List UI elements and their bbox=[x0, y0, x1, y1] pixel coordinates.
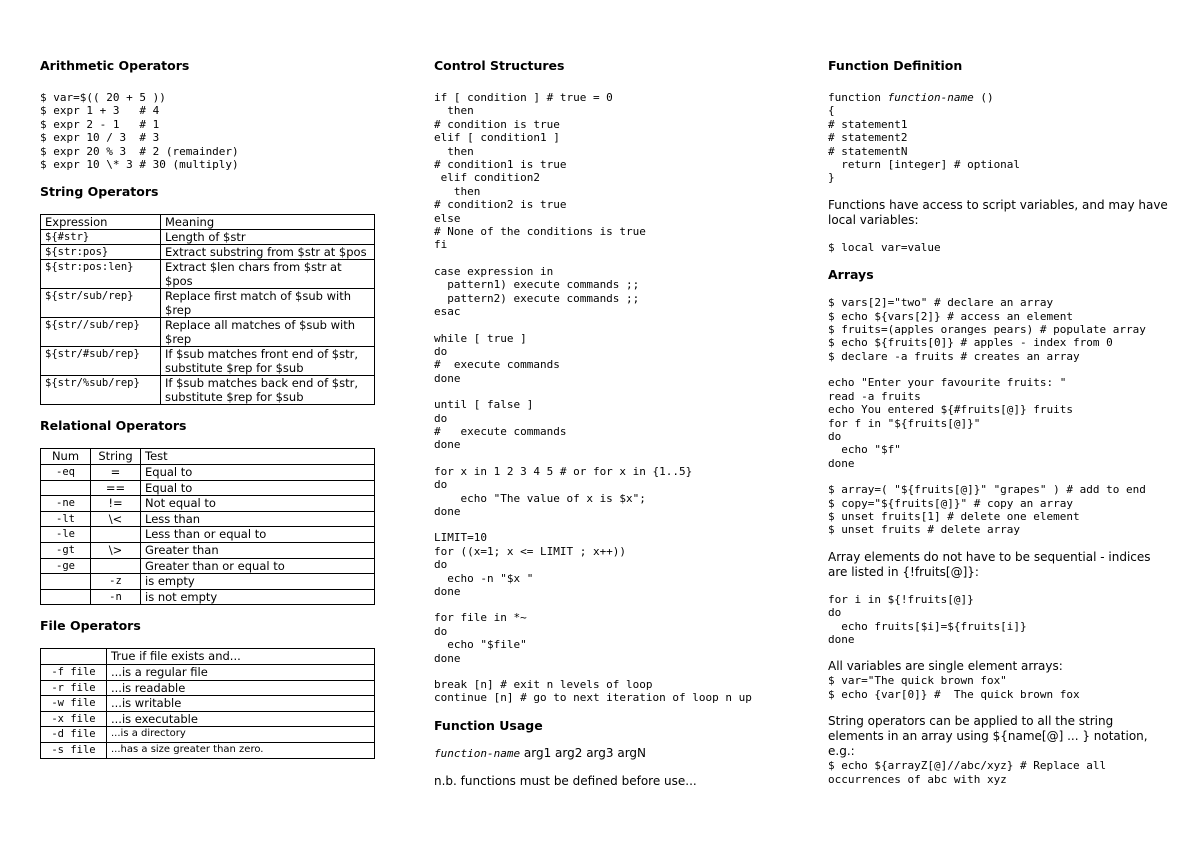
arrays-title: Arrays bbox=[828, 267, 874, 283]
column-right bbox=[828, 58, 1168, 786]
expression-cell: ${str//sub/rep} bbox=[41, 318, 161, 347]
function-definition-line bbox=[828, 91, 1168, 104]
until-block: until [ false ] do # execute commands done bbox=[434, 398, 567, 452]
expression-cell: ${str/sub/rep} bbox=[41, 289, 161, 318]
table-row bbox=[41, 589, 375, 605]
header-string: String bbox=[91, 449, 141, 465]
if-block: if [ condition ] # true = 0 then # condition is true elif [ condition1 ] then # condition1 is true elif condition2 then # condition2 is true else # None of the conditions is true fi bbox=[434, 91, 646, 252]
expression-cell: ${str:pos:len} bbox=[41, 260, 161, 289]
table-row bbox=[41, 376, 375, 405]
arrays-single-element-text: All variables are single element arrays: bbox=[828, 659, 1063, 674]
file-loop-block: for file in *~ do echo "$file" done bbox=[434, 611, 527, 665]
meaning-cell: Replace first match of $sub with $rep bbox=[161, 289, 375, 318]
table-row bbox=[41, 680, 375, 696]
function-access-text: Functions have access to script variables, and may have local variables: bbox=[828, 197, 1168, 227]
description-cell: ...has a size greater than zero. bbox=[107, 742, 375, 758]
meaning-cell: If $sub matches front end of $str, substitute $rep for $sub bbox=[161, 347, 375, 376]
description-cell: ...is executable bbox=[107, 711, 375, 727]
arrays-block-2: echo "Enter your favourite fruits: " read -a fruits echo You entered ${#fruits[@]} fruits for f in "${fruits[@]}" do echo "$f" done bbox=[828, 376, 1074, 470]
meaning-cell: If $sub matches back end of $str, substitute $rep for $sub bbox=[161, 376, 375, 405]
test-cell: Equal to bbox=[141, 465, 375, 481]
table-header-row bbox=[41, 215, 375, 230]
function-keyword: function bbox=[828, 91, 888, 104]
table-row bbox=[41, 465, 375, 481]
arithmetic-code: $ var=$(( 20 + 5 )) $ expr 1 + 3 # 4 $ expr 2 - 1 # 1 $ expr 10 / 3 # 3 $ expr 20 % 3 # 2 (remainder) $ expr 10 \* 3 # 30 (multiply) bbox=[40, 91, 239, 172]
arrays-block-1: $ vars[2]="two" # declare an array $ echo ${vars[2]} # access an element $ fruits=(apples oranges pears) # populate array $ echo ${fruits[0]} # apples - index from 0 $ declare -a fruits # creates an array bbox=[828, 296, 1146, 363]
expression-cell: ${#str} bbox=[41, 230, 161, 245]
file-operators-table bbox=[40, 648, 375, 758]
function-parens: () bbox=[973, 91, 994, 104]
header-test: Test bbox=[141, 449, 375, 465]
control-structures-title: Control Structures bbox=[434, 58, 565, 73]
table-row bbox=[41, 558, 375, 574]
table-row bbox=[41, 664, 375, 680]
table-row bbox=[41, 480, 375, 496]
test-cell: Equal to bbox=[141, 480, 375, 496]
relational-operators-table bbox=[40, 448, 375, 605]
description-cell: ...is a regular file bbox=[107, 664, 375, 680]
column-left bbox=[40, 58, 375, 759]
function-usage-line bbox=[434, 746, 779, 761]
limit-block: LIMIT=10 for ((x=1; x <= LIMIT ; x++)) do echo -n "$x " done bbox=[434, 531, 627, 598]
test-cell: Greater than bbox=[141, 543, 375, 559]
test-cell: Less than or equal to bbox=[141, 527, 375, 543]
table-row bbox=[41, 727, 375, 743]
function-args: arg1 arg2 arg3 argN bbox=[520, 745, 647, 760]
relational-operators-title: Relational Operators bbox=[40, 418, 187, 434]
num-cell: -lt bbox=[41, 511, 91, 527]
arrays-string-ops-text: String operators can be applied to all the string elements in an array using ${name[@] ... } notation, e.g.: bbox=[828, 714, 1148, 759]
num-cell bbox=[41, 589, 91, 605]
num-cell: -ge bbox=[41, 558, 91, 574]
table-header-row bbox=[41, 449, 375, 465]
string-operators-table bbox=[40, 214, 375, 405]
function-body: { # statement1 # statement2 # statementN return [integer] # optional } bbox=[828, 104, 1021, 185]
local-var-code: $ local var=value bbox=[828, 240, 941, 254]
function-name-italic: function-name bbox=[887, 91, 974, 104]
num-cell bbox=[41, 480, 91, 496]
table-row bbox=[41, 318, 375, 347]
table-row bbox=[41, 527, 375, 543]
case-block: case expression in pattern1) execute commands ;; pattern2) execute commands ;; esac bbox=[434, 264, 640, 319]
description-cell: ...is readable bbox=[107, 680, 375, 696]
table-row bbox=[41, 496, 375, 512]
column-middle bbox=[434, 58, 779, 789]
flag-cell: -x file bbox=[41, 711, 107, 727]
header-true-if: True if file exists and... bbox=[107, 649, 375, 665]
arithmetic-title: Arithmetic Operators bbox=[40, 58, 190, 73]
string-cell: \< bbox=[91, 511, 141, 527]
table-header-row bbox=[41, 649, 375, 665]
description-cell: ...is writable bbox=[107, 696, 375, 712]
num-cell: -gt bbox=[41, 543, 91, 559]
flag-cell: -d file bbox=[41, 727, 107, 743]
flag-cell: -s file bbox=[41, 742, 107, 758]
table-row bbox=[41, 711, 375, 727]
table-row bbox=[41, 696, 375, 712]
string-cell: != bbox=[91, 496, 141, 512]
string-cell: -n bbox=[91, 589, 141, 605]
expression-cell: ${str/%sub/rep} bbox=[41, 376, 161, 405]
string-cell: -z bbox=[91, 574, 141, 590]
arrays-block-3: $ array=( "${fruits[@]}" "grapes" ) # add to end $ copy="${fruits[@]}" # copy an array $ unset fruits[1] # delete one element $ unset fruits # delete array bbox=[828, 483, 1146, 537]
arrays-block-6: $ echo ${arrayZ[@]//abc/xyz} # Replace all occurrences of abc with xyz bbox=[828, 759, 1107, 786]
table-row bbox=[41, 574, 375, 590]
num-cell: -le bbox=[41, 527, 91, 543]
while-block: while [ true ] do # execute commands done bbox=[434, 331, 560, 385]
string-operators-title: String Operators bbox=[40, 184, 159, 200]
arrays-block-4: for i in ${!fruits[@]} do echo fruits[$i]=${fruits[i]} done bbox=[828, 592, 1027, 646]
flag-cell: -w file bbox=[41, 696, 107, 712]
string-cell: \> bbox=[91, 543, 141, 559]
test-cell: Less than bbox=[141, 511, 375, 527]
test-cell: is not empty bbox=[141, 589, 375, 605]
meaning-cell: Length of $str bbox=[161, 230, 375, 245]
function-usage-note: n.b. functions must be defined before use... bbox=[434, 773, 697, 788]
table-row bbox=[41, 245, 375, 260]
test-cell: Not equal to bbox=[141, 496, 375, 512]
table-row bbox=[41, 742, 375, 758]
arrays-block-5: $ var="The quick brown fox" $ echo {var[0]} # The quick brown fox bbox=[828, 674, 1080, 701]
expression-cell: ${str/#sub/rep} bbox=[41, 347, 161, 376]
table-row bbox=[41, 543, 375, 559]
description-cell: ...is a directory bbox=[107, 727, 375, 743]
flag-cell: -r file bbox=[41, 680, 107, 696]
table-row bbox=[41, 347, 375, 376]
break-block: break [n] # exit n levels of loop continue [n] # go to next iteration of loop n up bbox=[434, 678, 752, 705]
string-cell bbox=[91, 558, 141, 574]
header-meaning: Meaning bbox=[161, 215, 375, 230]
table-row bbox=[41, 260, 375, 289]
flag-cell: -f file bbox=[41, 664, 107, 680]
header-expression: Expression bbox=[41, 215, 161, 230]
table-row bbox=[41, 511, 375, 527]
function-definition-title: Function Definition bbox=[828, 58, 963, 73]
expression-cell: ${str:pos} bbox=[41, 245, 161, 260]
meaning-cell: Extract $len chars from $str at $pos bbox=[161, 260, 375, 289]
num-cell: -eq bbox=[41, 465, 91, 481]
table-row bbox=[41, 230, 375, 245]
meaning-cell: Extract substring from $str at $pos bbox=[161, 245, 375, 260]
test-cell: Greater than or equal to bbox=[141, 558, 375, 574]
header-num: Num bbox=[41, 449, 91, 465]
table-row bbox=[41, 289, 375, 318]
string-cell: == bbox=[91, 480, 141, 496]
string-cell: = bbox=[91, 465, 141, 481]
string-cell bbox=[91, 527, 141, 543]
function-usage-title: Function Usage bbox=[434, 717, 543, 733]
for-block: for x in 1 2 3 4 5 # or for x in {1..5} do echo "The value of x is $x"; done bbox=[434, 464, 693, 518]
file-operators-title: File Operators bbox=[40, 618, 141, 634]
test-cell: is empty bbox=[141, 574, 375, 590]
function-name-italic: function-name bbox=[434, 746, 521, 760]
num-cell bbox=[41, 574, 91, 590]
num-cell: -ne bbox=[41, 496, 91, 512]
arrays-sequential-text: Array elements do not have to be sequential - indices are listed in {!fruits[@]}: bbox=[828, 549, 1151, 579]
meaning-cell: Replace all matches of $sub with $rep bbox=[161, 318, 375, 347]
